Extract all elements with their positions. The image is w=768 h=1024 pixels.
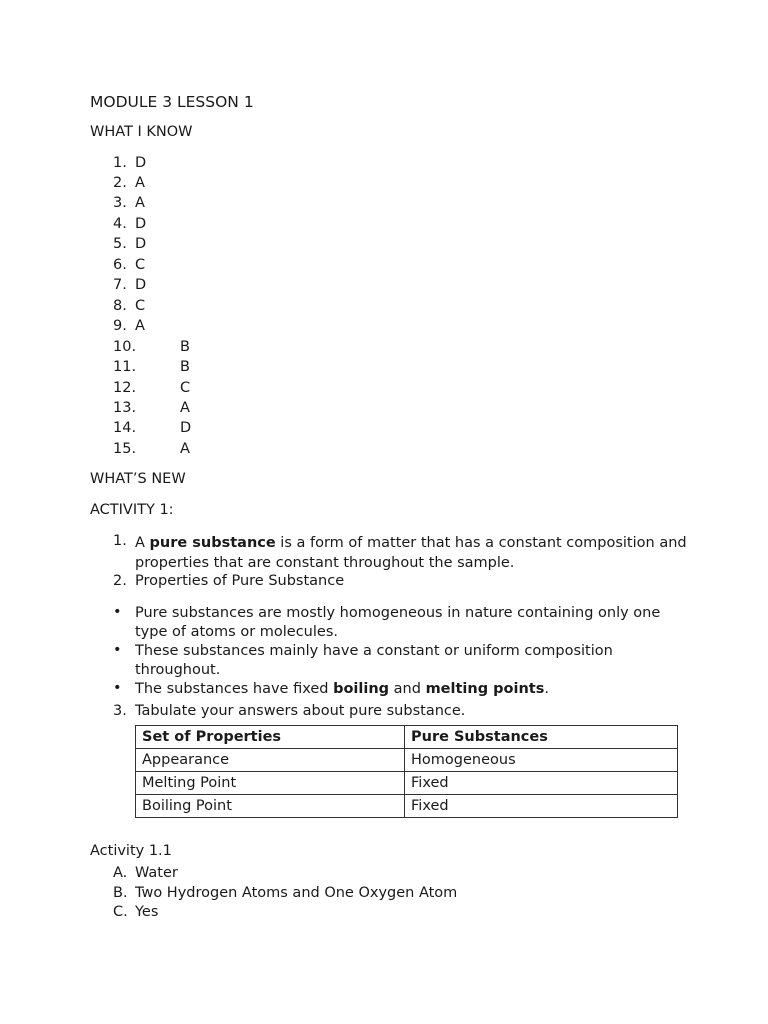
- answer-number: 11.: [113, 359, 137, 375]
- bullet-text: Pure substances are mostly homogeneous in nature containing only one type of atoms or molecules.: [135, 605, 661, 640]
- answer-number: 5.: [113, 236, 127, 252]
- answer-value: C: [135, 257, 146, 273]
- activity-heading: ACTIVITY 1:: [90, 502, 174, 518]
- answer-number: 10.: [113, 339, 137, 355]
- list-number: 3.: [113, 703, 127, 719]
- list-letter: C.: [113, 904, 128, 920]
- table-row: [136, 795, 678, 818]
- bullet-text: These substances mainly have a constant or uniform composition throughout.: [135, 643, 613, 678]
- answer-number: 13.: [113, 400, 137, 416]
- answer-number: 14.: [113, 420, 137, 436]
- answer-value: C: [135, 298, 146, 314]
- answer-number: 2.: [113, 175, 127, 191]
- page-title: MODULE 3 LESSON 1: [90, 93, 254, 111]
- list-letter: A.: [113, 865, 128, 881]
- answer-value: B: [180, 339, 190, 355]
- section-heading-what-i-know: WHAT I KNOW: [90, 124, 193, 140]
- answer-value: D: [135, 277, 147, 293]
- table-header-cell: Pure Substances: [405, 726, 678, 749]
- bullet-bold-boiling: boiling: [333, 681, 390, 697]
- answer-value: A: [180, 441, 190, 457]
- table-header-row: [136, 726, 678, 749]
- bullet-dot: •: [113, 680, 122, 696]
- answer-value: A: [180, 400, 190, 416]
- answer-number: 4.: [113, 216, 127, 232]
- answer-value: D: [135, 155, 147, 171]
- bullet-text-part: .: [544, 681, 549, 697]
- answer-value: C: [180, 380, 191, 396]
- bullet-text-part: and: [389, 681, 426, 697]
- list-item: Water: [135, 865, 178, 881]
- properties-table: [135, 725, 678, 818]
- answer-number: 8.: [113, 298, 127, 314]
- tabulate-instruction: Tabulate your answers about pure substance.: [135, 703, 466, 719]
- answer-number: 1.: [113, 155, 127, 171]
- answer-number: 12.: [113, 380, 137, 396]
- answer-value: A: [135, 175, 145, 191]
- answer-number: 15.: [113, 441, 137, 457]
- table-cell: Boiling Point: [136, 795, 405, 818]
- bullet-dot: •: [113, 604, 122, 620]
- list-item: Two Hydrogen Atoms and One Oxygen Atom: [135, 885, 458, 901]
- bullet-text-part: The substances have fixed: [135, 681, 334, 697]
- table-header-cell: Set of Properties: [136, 726, 405, 749]
- bullet-dot: •: [113, 642, 122, 658]
- answer-number: 7.: [113, 277, 127, 293]
- list-number: 1.: [113, 533, 127, 549]
- definition-term: pure substance: [149, 535, 276, 551]
- list-number: 2.: [113, 573, 127, 589]
- bullet-bold-melting: melting points: [425, 681, 545, 697]
- table-row: [136, 749, 678, 772]
- definition-post: is a form of matter that has a constant composition and properties that are constant throughout the sample.: [135, 535, 687, 571]
- answer-value: A: [135, 318, 145, 334]
- answer-number: 6.: [113, 257, 127, 273]
- answer-number: 3.: [113, 195, 127, 211]
- definition-pre: A: [135, 535, 150, 551]
- table-cell: Fixed: [405, 795, 678, 818]
- activity-1-1-heading: Activity 1.1: [90, 843, 172, 859]
- list-item: Yes: [135, 904, 159, 920]
- bullet-text: [135, 680, 695, 699]
- properties-heading: Properties of Pure Substance: [135, 573, 345, 589]
- answer-number: 9.: [113, 318, 127, 334]
- table-cell: Fixed: [405, 772, 678, 795]
- table-row: [136, 772, 678, 795]
- list-letter: B.: [113, 885, 128, 901]
- table-cell: Appearance: [136, 749, 405, 772]
- answer-value: D: [135, 216, 147, 232]
- answer-value: B: [180, 359, 190, 375]
- answer-value: D: [180, 420, 192, 436]
- answer-value: D: [135, 236, 147, 252]
- table-cell: Homogeneous: [405, 749, 678, 772]
- table-cell: Melting Point: [136, 772, 405, 795]
- answer-value: A: [135, 195, 145, 211]
- pure-substance-definition: [135, 533, 695, 573]
- section-heading-whats-new: WHAT’S NEW: [90, 471, 186, 487]
